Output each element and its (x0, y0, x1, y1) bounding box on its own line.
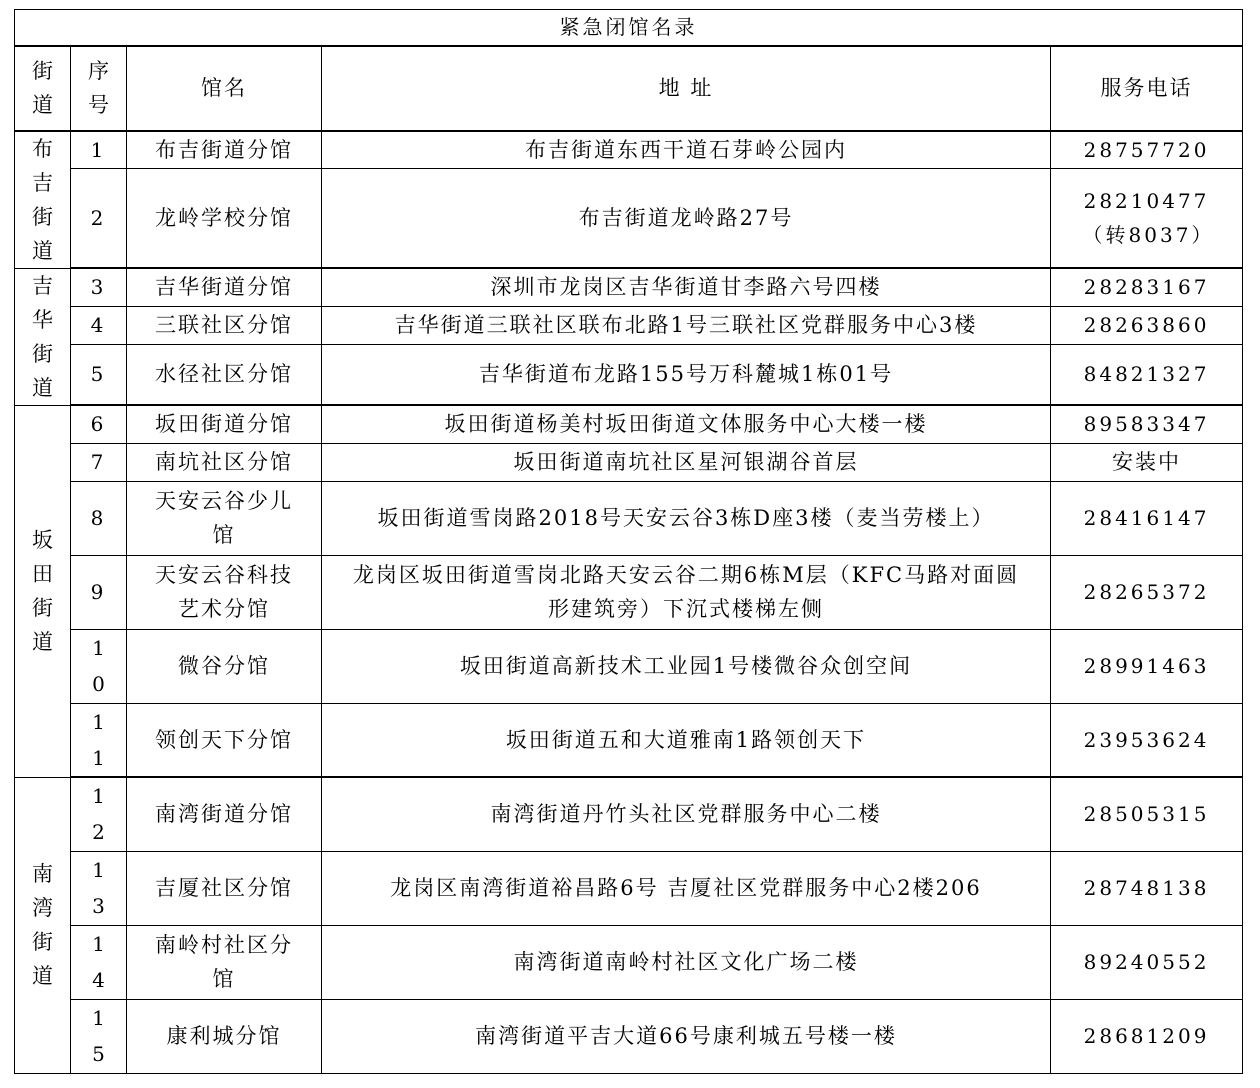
row-name: 坂田街道分馆 (127, 405, 322, 443)
row-address: 吉华街道布龙路155号万科麓城1栋01号 (322, 344, 1051, 405)
header-street: 街道 (15, 46, 71, 131)
row-phone: 28210477（转8037） (1051, 169, 1243, 268)
row-address: 深圳市龙岗区吉华街道甘李路六号四楼 (322, 268, 1051, 306)
row-address: 布吉街道东西干道石芽岭公园内 (322, 131, 1051, 169)
row-name: 康利城分馆 (127, 999, 322, 1073)
table-title: 紧急闭馆名录 (15, 10, 1243, 46)
row-seq: 12 (71, 777, 127, 851)
row-address: 龙岗区坂田街道雪岗北路天安云谷二期6栋M层（KFC马路对面圆形建筑旁）下沉式楼梯左侧 (322, 555, 1051, 629)
row-seq: 10 (71, 629, 127, 703)
row-address: 南湾街道南岭村社区文化广场二楼 (322, 925, 1051, 999)
closure-list-table (14, 9, 1243, 1074)
header-phone: 服务电话 (1051, 46, 1243, 131)
row-phone: 89240552 (1051, 925, 1243, 999)
row-seq: 5 (71, 344, 127, 405)
header-seq: 序号 (71, 46, 127, 131)
row-phone: 89583347 (1051, 405, 1243, 443)
row-name: 微谷分馆 (127, 629, 322, 703)
row-name: 龙岭学校分馆 (127, 169, 322, 268)
row-seq: 4 (71, 306, 127, 344)
row-phone: 28263860 (1051, 306, 1243, 344)
street-cell-nanwan: 南湾街道 (15, 777, 71, 1073)
row-seq: 13 (71, 851, 127, 925)
row-address: 坂田街道高新技术工业园1号楼微谷众创空间 (322, 629, 1051, 703)
row-address: 南湾街道平吉大道66号康利城五号楼一楼 (322, 999, 1051, 1073)
row-name: 天安云谷科技艺术分馆 (127, 555, 322, 629)
row-name: 领创天下分馆 (127, 703, 322, 777)
row-phone: 28757720 (1051, 131, 1243, 169)
row-seq: 8 (71, 481, 127, 555)
row-address: 坂田街道雪岗路2018号天安云谷3栋D座3楼（麦当劳楼上） (322, 481, 1051, 555)
row-seq: 7 (71, 443, 127, 481)
row-address: 坂田街道杨美村坂田街道文体服务中心大楼一楼 (322, 405, 1051, 443)
row-seq: 9 (71, 555, 127, 629)
row-phone: 28748138 (1051, 851, 1243, 925)
row-name: 吉厦社区分馆 (127, 851, 322, 925)
row-phone: 安装中 (1051, 443, 1243, 481)
row-phone: 28991463 (1051, 629, 1243, 703)
street-cell-jihua: 吉华街道 (15, 268, 71, 405)
row-address: 布吉街道龙岭路27号 (322, 169, 1051, 268)
row-phone: 28681209 (1051, 999, 1243, 1073)
row-name: 布吉街道分馆 (127, 131, 322, 169)
row-phone: 28505315 (1051, 777, 1243, 851)
header-name: 馆名 (127, 46, 322, 131)
row-phone: 28416147 (1051, 481, 1243, 555)
row-phone: 84821327 (1051, 344, 1243, 405)
row-name: 天安云谷少儿馆 (127, 481, 322, 555)
row-name: 水径社区分馆 (127, 344, 322, 405)
row-address: 坂田街道五和大道雅南1路领创天下 (322, 703, 1051, 777)
row-seq: 6 (71, 405, 127, 443)
row-seq: 11 (71, 703, 127, 777)
row-seq: 14 (71, 925, 127, 999)
row-seq: 15 (71, 999, 127, 1073)
row-phone: 28283167 (1051, 268, 1243, 306)
row-address: 南湾街道丹竹头社区党群服务中心二楼 (322, 777, 1051, 851)
closure-list-sheet (14, 9, 1242, 1074)
row-name: 吉华街道分馆 (127, 268, 322, 306)
row-seq: 2 (71, 169, 127, 268)
street-cell-bantian: 坂田街道 (15, 405, 71, 777)
row-address: 坂田街道南坑社区星河银湖谷首层 (322, 443, 1051, 481)
row-name: 三联社区分馆 (127, 306, 322, 344)
header-address: 地 址 (322, 46, 1051, 131)
row-seq: 1 (71, 131, 127, 169)
row-name: 南坑社区分馆 (127, 443, 322, 481)
row-name: 南湾街道分馆 (127, 777, 322, 851)
row-address: 吉华街道三联社区联布北路1号三联社区党群服务中心3楼 (322, 306, 1051, 344)
row-name: 南岭村社区分馆 (127, 925, 322, 999)
row-address: 龙岗区南湾街道裕昌路6号 吉厦社区党群服务中心2楼206 (322, 851, 1051, 925)
row-seq: 3 (71, 268, 127, 306)
row-phone: 23953624 (1051, 703, 1243, 777)
street-cell-buji: 布吉街道 (15, 131, 71, 269)
row-phone: 28265372 (1051, 555, 1243, 629)
